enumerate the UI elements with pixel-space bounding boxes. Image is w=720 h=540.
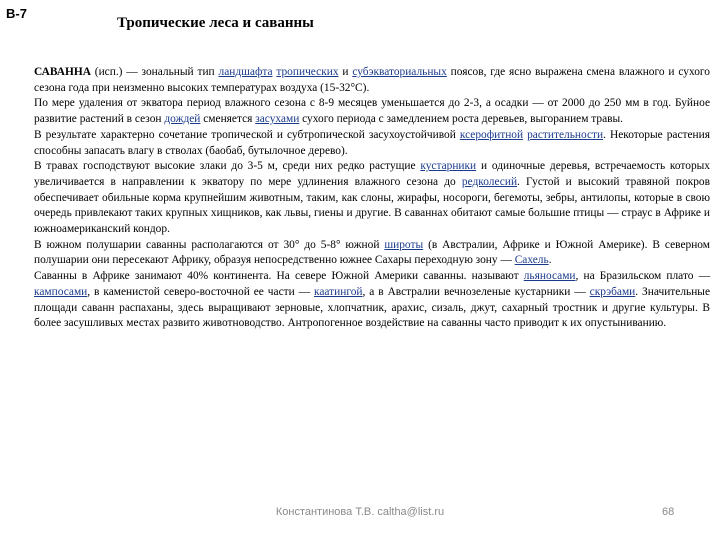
text-run: поясов, где ясно выражена смена влажного и сухого сезона года при неизменно высоких температурах воздуха (15-32°С). xyxy=(34,66,710,94)
paragraph xyxy=(34,238,710,269)
page-number: 68 xyxy=(662,506,675,518)
term-link[interactable]: кампосами xyxy=(34,285,88,298)
term-link[interactable]: ксерофитной xyxy=(459,128,524,141)
text-run: В результате характерно сочетание тропической и субтропической засухоустойчивой xyxy=(34,128,460,141)
paragraph xyxy=(34,128,710,159)
term-link[interactable]: Сахель xyxy=(514,254,549,267)
text-run: , в каменистой северо-восточной ее части — xyxy=(87,285,314,298)
term-link[interactable]: тропических xyxy=(276,66,339,78)
term-link[interactable]: льяносами xyxy=(523,270,576,283)
term-link[interactable]: редколесий xyxy=(461,175,518,188)
term-link[interactable]: ландшафта xyxy=(218,66,273,78)
term-link[interactable]: растительности xyxy=(527,128,604,141)
text-run: , а в Австралии вечнозеленые кустарники — xyxy=(362,285,590,298)
paragraph xyxy=(34,159,710,238)
text-run: сухого периода с замедлением роста деревьев, выгоранием травы. xyxy=(299,113,624,126)
slide-label: В-7 xyxy=(6,6,27,21)
term-link[interactable]: субэкваториальных xyxy=(352,66,447,78)
text-run: . Густой и высокий травяной покров обеспечивает обильные корма крупнейшим животным, таким, как слоны, жирафы, носороги, бегемоты, зебры, антилопы, которые в свою очередь привлекают таких крупных хищников, как львы, гиены и другие. В саваннах обитают самые большие птицы — страус в Африке и южноамериканский кондор. xyxy=(34,175,710,236)
text-run: и одиночные деревья, встречаемость которых увеличивается в направлении к экватору по мере удлинения влажного сезона до xyxy=(34,160,710,188)
term-link[interactable]: дождей xyxy=(164,113,201,126)
term-link[interactable]: засухами xyxy=(255,113,300,126)
body-text xyxy=(34,65,710,332)
term-link[interactable]: кустарники xyxy=(420,160,477,173)
term-link[interactable]: каатингой xyxy=(313,285,363,298)
text-run: . xyxy=(548,254,552,267)
slide-title: Тропические леса и саванны xyxy=(117,15,314,31)
footer-author: Константинова Т.В. caltha@list.ru xyxy=(275,506,445,518)
term-heading: САВАННА xyxy=(34,66,91,78)
text-run: По мере удаления от экватора период влажного сезона с 8-9 месяцев уменьшается до 2-3, а осадки — от 2000 до 250 мм в год. Буйное развитие растений в сезон xyxy=(34,97,710,126)
text-run: сменяется xyxy=(200,113,256,126)
paragraph xyxy=(34,96,710,127)
text-run: Саванны в Африке занимают 40% континента. На севере Южной Америки саванны. называют xyxy=(34,270,524,283)
text-run: . Некоторые растения способны запасать влагу в стволах (баобаб, бутылочное дерево). xyxy=(34,128,710,157)
text-run: и xyxy=(338,66,353,78)
text-run: . Значительные площади саванн распаханы, здесь выращивают зерновые, хлопчатник, арахис, сизаль, джут, сахарный тростник и другие культуры. В более засушливых местах развито животноводство. Антропогенное воздействие на саванны часто приводит к их опустыниванию. xyxy=(34,285,711,330)
term-link[interactable]: широты xyxy=(384,238,424,251)
text-run: В травах господствуют высокие злаки до 3-5 м, среди них редко растущие xyxy=(34,160,421,173)
paragraph xyxy=(34,65,710,96)
text-run: (исп.) — зональный тип xyxy=(90,66,219,78)
text-run: (в Австралии, Африке и Южной Америке). В северном полушарии они пересекают Африку, образуя непосредственно южнее Сахары переходную зону — xyxy=(34,238,710,267)
term-link[interactable]: скрэбами xyxy=(589,285,636,298)
text-run: В южном полушарии саванны располагаются от 30° до 5-8° южной xyxy=(34,238,385,251)
text-run: , на Бразильском плато — xyxy=(575,270,711,283)
paragraph xyxy=(34,269,710,332)
